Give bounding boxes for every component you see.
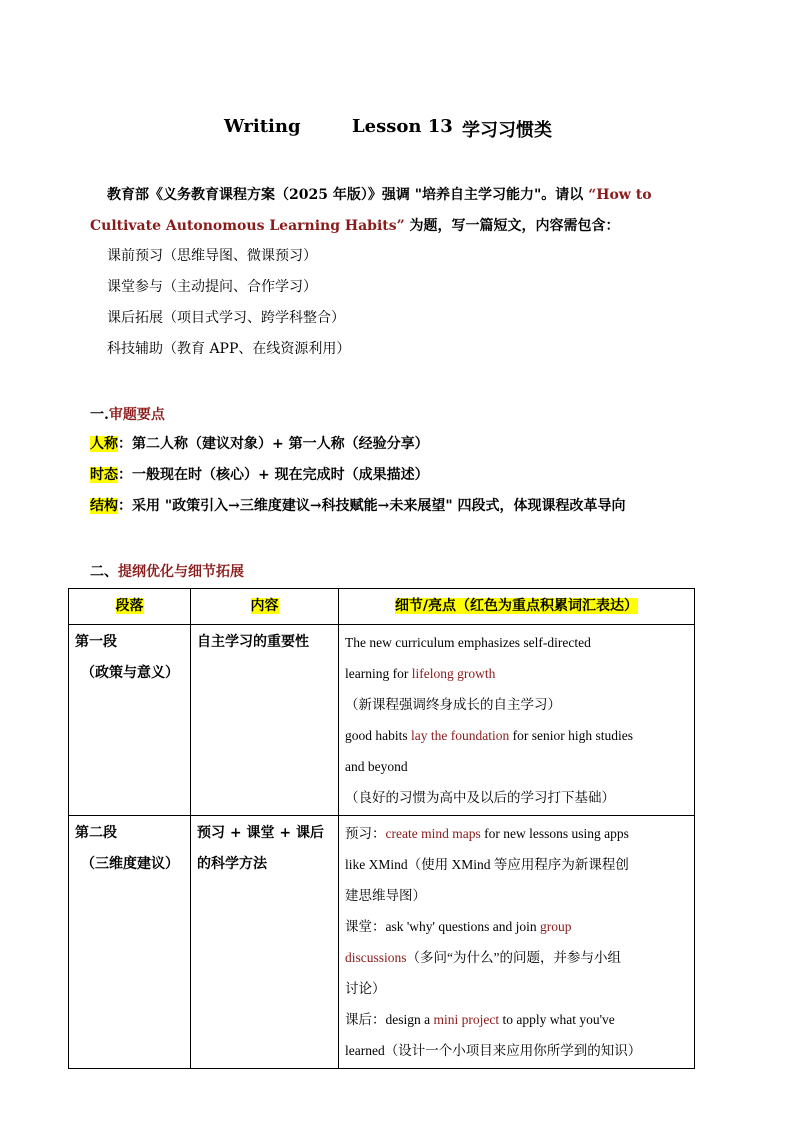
structure-line	[90, 491, 704, 522]
detail-highlight: mini project	[433, 1012, 500, 1027]
detail-line	[345, 911, 688, 942]
detail-line: and beyond	[345, 759, 408, 774]
section-number: 二、	[90, 564, 118, 580]
detail-line	[345, 658, 688, 689]
table-row	[69, 816, 695, 1069]
detail-text: 课后：design a	[345, 1012, 434, 1027]
list-item: 课堂参与（主动提问、合作学习）	[107, 279, 317, 295]
header-label: 细节/亮点（红色为重点积累词汇表达）	[394, 598, 639, 614]
paragraph-cell	[69, 816, 191, 1069]
section-heading-2	[90, 561, 244, 581]
detail-highlight: group	[539, 919, 572, 934]
detail-line: The new curriculum emphasizes self-directed	[345, 635, 591, 650]
detail-highlight: lay the foundation	[411, 728, 510, 743]
tense-label: 时态	[90, 467, 118, 483]
detail-text: 预习：	[345, 826, 386, 841]
paragraph-label: 第二段	[75, 825, 117, 841]
paragraph-cell	[69, 625, 191, 816]
list-item: 课后拓展（项目式学习、跨学科整合）	[107, 310, 345, 326]
detail-cell	[339, 816, 695, 1069]
header-cell	[69, 589, 191, 625]
paragraph-label: 第一段	[75, 634, 117, 650]
table-header-row	[69, 589, 695, 625]
detail-text: good habits	[345, 728, 411, 743]
detail-line: 建思维导图）	[345, 888, 426, 903]
section-title: 提纲优化与细节拓展	[118, 564, 244, 580]
person-label: 人称	[90, 436, 118, 452]
detail-cell	[339, 625, 695, 816]
intro-paragraph	[90, 180, 704, 242]
detail-line: learned（设计一个小项目来应用你所学到的知识）	[345, 1043, 642, 1058]
list-item: 科技辅助（教育 APP、在线资源利用）	[107, 341, 351, 357]
title-lesson: Lesson 13	[352, 116, 453, 137]
detail-line	[345, 818, 688, 849]
title-writing: Writing	[224, 116, 301, 137]
detail-highlight: lifelong growth	[411, 666, 496, 681]
detail-highlight: create mind maps	[385, 826, 481, 841]
detail-text: 课堂：ask 'why' questions and join	[345, 919, 540, 934]
intro-title-red-1: “How	[588, 187, 631, 203]
detail-line	[345, 942, 688, 973]
person-line	[90, 429, 704, 460]
structure-label: 结构	[90, 498, 118, 514]
detail-text: （多问“为什么”的问题，并参与小组	[406, 950, 621, 965]
detail-line: （新课程强调终身成长的自主学习）	[345, 697, 561, 712]
detail-line: （良好的习惯为高中及以后的学习打下基础）	[345, 790, 615, 805]
table-row	[69, 625, 695, 816]
detail-line	[345, 720, 688, 751]
structure-text: ：采用 "政策引入→三维度建议→科技赋能→未来展望" 四段式，体现课程改革导向	[118, 498, 626, 514]
detail-text: to apply what you've	[499, 1012, 615, 1027]
header-cell	[191, 589, 339, 625]
header-label: 内容	[250, 598, 279, 614]
intro-text-2: 为题，写一篇短文，内容需包含：	[404, 218, 620, 234]
paragraph-sublabel: （政策与意义）	[81, 665, 179, 681]
intro-text-1: 教育部《义务教育课程方案（2025 年版）》强调 "培养自主学习能力"。请以	[107, 187, 589, 203]
detail-line: like XMind（使用 XMind 等应用程序为新课程创	[345, 857, 629, 872]
detail-line: 讨论）	[345, 981, 386, 996]
detail-text: learning for	[345, 666, 412, 681]
section-number: 一.	[90, 407, 109, 423]
tense-text: ：一般现在时（核心）+ 现在完成时（成果描述）	[118, 467, 429, 483]
header-label: 段落	[115, 598, 144, 614]
header-cell	[339, 589, 695, 625]
detail-text: for senior high studies	[509, 728, 633, 743]
tense-line	[90, 460, 704, 491]
section-heading-1	[90, 404, 165, 424]
detail-line	[345, 1004, 688, 1035]
detail-text: for new lessons using apps	[480, 826, 629, 841]
content-cell: 自主学习的重要性	[191, 625, 339, 816]
list-item: 课前预习（思维导图、微课预习）	[107, 248, 317, 264]
person-text: ：第二人称（建议对象）+ 第一人称（经验分享）	[118, 436, 429, 452]
content-cell: 预习 + 课堂 + 课后的科学方法	[191, 816, 339, 1069]
detail-highlight: discussions	[345, 950, 407, 965]
paragraph-sublabel: （三维度建议）	[81, 856, 179, 872]
outline-table	[68, 588, 695, 1069]
section-title: 审题要点	[108, 407, 165, 423]
intro-title-red-2: to Cultivate Autonomous Learning Habits”	[90, 187, 652, 234]
title-topic: 学习习惯类	[462, 120, 552, 141]
